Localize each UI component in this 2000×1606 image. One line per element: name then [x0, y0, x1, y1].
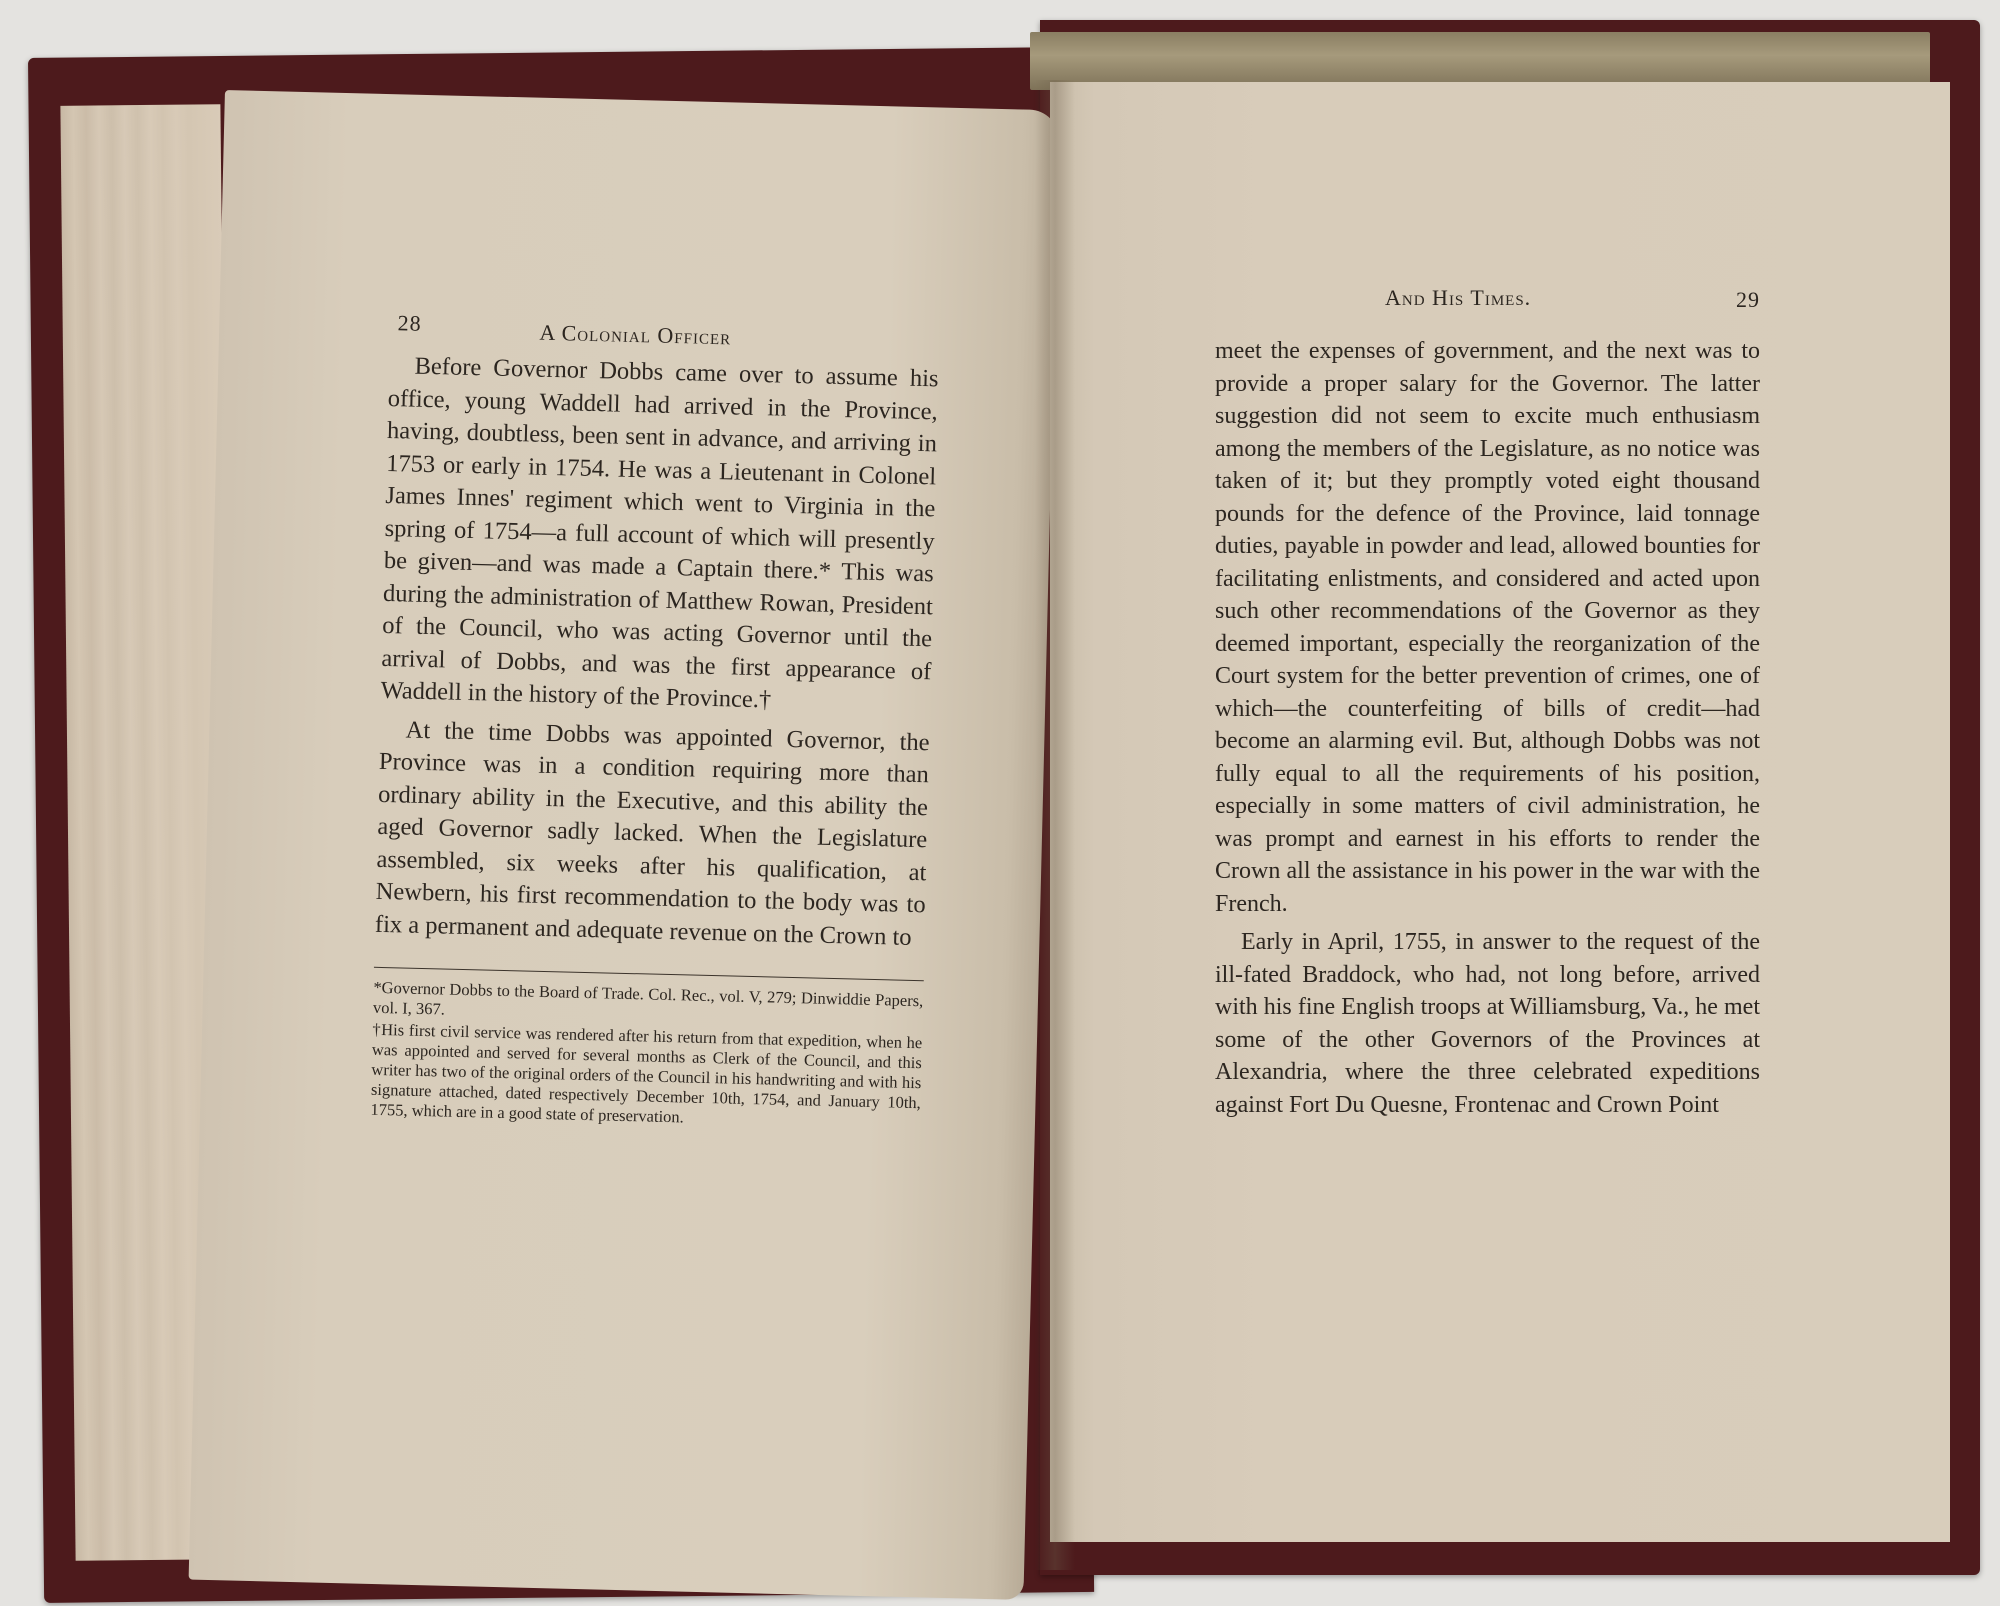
page-number: 29: [1736, 287, 1760, 312]
running-head-title: A Colonial Officer: [539, 319, 732, 350]
right-running-head: [1215, 285, 1760, 325]
page-number: 28: [397, 310, 422, 336]
right-body: [1215, 335, 1760, 1121]
paragraph: meet the expenses of government, and the next was to provide a proper salary for the Governor. The latter suggestion did not seem to excite much enthusiasm among the members of the Legislature, as no notice was taken of it; but they promptly voted eight thousand pounds for the defence of the Province, laid tonnage duties, payable in powder and lead, allowed bounties for facilitating enlistments, and considered and acted upon such other recommendations of the Governor as they deemed important, especially the reorganization of the Court system for the better prevention of crimes, one of which—the counterfeiting of bills of credit—had become an alarming evil. But, although Dobbs was not fully equal to all the requirements of his position, especially in some matters of civil administration, he was prompt and earnest in his efforts to render the Crown all the assistance in his power in the war with the French.: [1215, 338, 1760, 917]
paragraph: Early in April, 1755, in answer to the request of the ill-fated Braddock, who had, not long before, arrived with his fine English troops at Williamsburg, Va., he met some of the other Governors of the Provinces at Alexandria, where the three celebrated expeditions against Fort Du Quesne, Frontenac and Crown Point: [1215, 929, 1760, 1118]
footnote: †His first civil service was rendered after his return from that expedition, when he was appointed and served for several months as Clerk of the Council, and this writer has two of the original orders of the Council in his handwriting and with his signature attached, dated respectively December 10th, 1754, and January 10th, 1755, which are in a good state of preservation.: [370, 1019, 923, 1127]
footnote: *Governor Dobbs to the Board of Trade. Col. Rec., vol. V, 279; Dinwiddie Papers, vol. I, 367.: [372, 977, 924, 1019]
left-page-text: [370, 310, 940, 1133]
right-page-text: [1215, 285, 1760, 1121]
paragraph: At the time Dobbs was appointed Governor, the Province was in a condition requiring more than ordinary ability in the Executive, and this ability the aged Governor sadly lacked. When the Legislature assembled, six weeks after his qualification, at Newbern, his first recommendation to the body was to fix a permanent and adequate revenue on the Crown to: [374, 716, 930, 951]
book-gutter: [1035, 80, 1075, 1570]
running-head-title: And His Times.: [1385, 285, 1532, 310]
paragraph: Before Governor Dobbs came over to assume his office, young Waddell had arrived in the Province, having, doubtless, been sent in advance, and arriving in 1753 or early in 1754. He was a Lieutenant in Colonel James Innes' regiment which went to Virginia in the spring of 1754—a full account of which will presently be given—and was made a Captain there.* This was during the administration of Matthew Rowan, President of the Council, who was acting Governor until the arrival of Dobbs, and was the first appearance of Waddell in the history of the Province.†: [380, 352, 939, 714]
left-body: [375, 350, 939, 954]
